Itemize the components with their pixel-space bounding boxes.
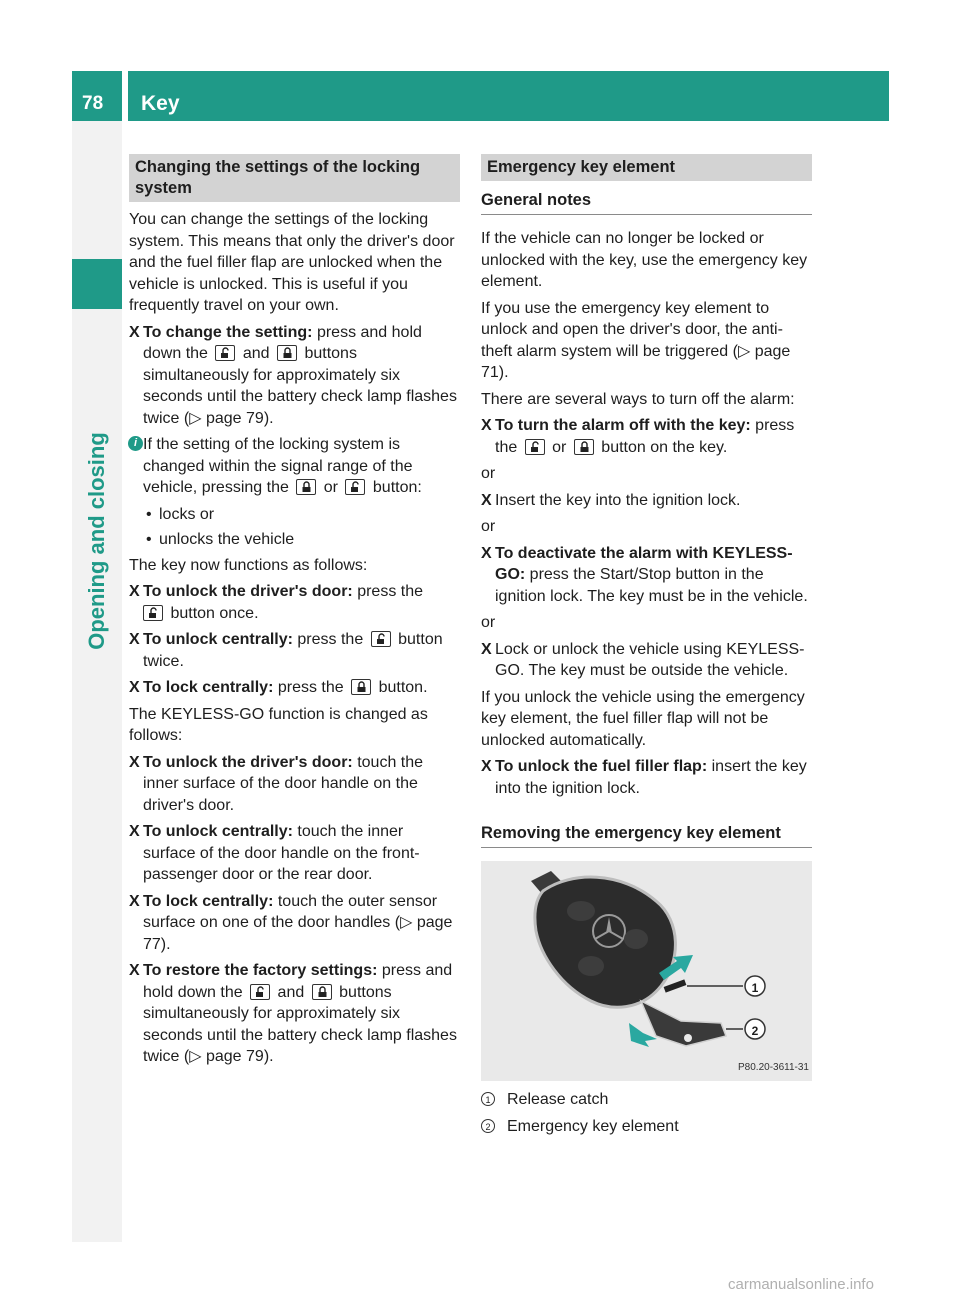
step-arrow-icon: X [481, 544, 492, 562]
step-arrow-icon: X [481, 758, 492, 775]
step-unlock-driver-door [129, 581, 460, 624]
step-label: To unlock the driver's door: [143, 753, 353, 771]
header-bar [72, 71, 889, 121]
lock-button-icon [312, 984, 332, 1000]
step-text: and [277, 983, 305, 1001]
step-lock-centrally [129, 677, 460, 699]
lock-button-icon [574, 439, 594, 455]
step-text: press the [495, 417, 795, 456]
right-column [481, 154, 812, 1142]
key-fob-drawing [481, 861, 812, 1081]
step-label: To turn the alarm off with the key: [495, 417, 751, 434]
step-text: button on the key. [601, 438, 728, 456]
step-unlock-fuel-flap [481, 756, 812, 799]
legend-item [481, 1116, 812, 1138]
step-text: buttons simultaneously for approximately six seconds until the battery check lamp flashes twice [143, 983, 457, 1065]
step-label: To unlock centrally: [143, 631, 293, 648]
step-arrow-icon: X [481, 491, 492, 509]
page-number: 78 [82, 93, 104, 114]
page-title: Key [141, 92, 180, 115]
step-alarm-off-key [481, 415, 812, 458]
step-arrow-icon: X [129, 823, 140, 840]
or-text: or [481, 465, 496, 482]
unlock-button-icon [371, 631, 391, 647]
step-keyless-unlock-driver-door [129, 752, 460, 817]
info-note [129, 434, 460, 499]
step-arrow-icon: X [129, 631, 140, 648]
page-reference: (▷ page 79). [183, 409, 274, 427]
legend-text: Emergency key element [507, 1117, 679, 1135]
paragraph: If the vehicle can no longer be locked or unlocked with the key, use the emergency key element. [481, 230, 808, 290]
section-heading-emergency: Emergency key element [481, 154, 812, 181]
step-text: press the [357, 583, 424, 600]
step-deactivate-keyless [481, 543, 812, 608]
or-text: or [481, 518, 496, 535]
bullet-icon: • [146, 505, 152, 523]
lock-button-icon [296, 479, 316, 495]
or-text: or [481, 614, 496, 631]
list-item [129, 504, 460, 526]
unlock-button-icon [345, 479, 365, 495]
info-icon: i [128, 436, 143, 451]
step-arrow-icon: X [129, 583, 140, 600]
subheading-general-notes: General notes [481, 188, 812, 215]
step-text: press and hold down the [143, 962, 453, 1001]
step-restore-factory [129, 960, 460, 1068]
lock-button-icon [351, 679, 371, 695]
step-text: press the [277, 679, 344, 696]
callout-1: 1 [751, 981, 759, 995]
bullet-text: unlocks the vehicle [159, 531, 295, 548]
chapter-title: Opening and closing [84, 432, 109, 650]
step-text: touch the inner surface of the door handle on the driver's door. [143, 753, 424, 814]
step-label: To lock centrally: [143, 679, 274, 696]
legend-number: 1 [481, 1092, 495, 1106]
key-functions-text: The key now functions as follows: [129, 556, 368, 574]
unlock-button-icon [143, 605, 163, 621]
step-text: touch the inner surface of the door handle on the front-passenger door or the rear door. [143, 823, 420, 883]
step-text: button once. [170, 604, 259, 622]
step-unlock-centrally [129, 629, 460, 672]
step-text: buttons simultaneously for approximately six seconds until the battery check lamp flashes twice [143, 345, 457, 427]
step-label: To unlock the fuel filler flap: [495, 758, 708, 775]
step-label: To change the setting: [143, 323, 313, 341]
header-divider [122, 71, 128, 121]
watermark: carmanualsonline.info [728, 1276, 874, 1293]
step-label: To unlock centrally: [143, 823, 293, 840]
paragraph: There are several ways to turn off the alarm: [481, 390, 795, 408]
step-label: To lock centrally: [143, 892, 274, 910]
legend-item [481, 1089, 812, 1111]
step-lock-unlock-keyless [481, 639, 812, 682]
bullet-icon: • [146, 531, 152, 548]
intro-paragraph: You can change the settings of the locking system. This means that only the driver's door and the fuel filler flap are unlocked when the vehicle is unlocked. This is useful if you frequently travel on your own. [129, 211, 455, 314]
step-arrow-icon: X [129, 753, 140, 771]
step-arrow-icon: X [129, 679, 140, 696]
step-change-setting [129, 322, 460, 430]
step-insert-key [481, 490, 812, 512]
paragraph [481, 298, 812, 384]
step-text: insert the key into the ignition lock. [495, 758, 807, 797]
step-keyless-unlock-centrally [129, 821, 460, 886]
page-reference: (▷ page 77). [143, 914, 453, 953]
step-text: button. [378, 679, 428, 696]
step-text: press the [297, 631, 364, 648]
legend-text: Release catch [507, 1091, 609, 1108]
subheading-removing-key: Removing the emergency key element [481, 821, 812, 848]
section-heading-locking: Changing the settings of the locking system [129, 154, 460, 202]
step-label: To restore the factory settings: [143, 962, 378, 979]
step-text: Lock or unlock the vehicle using KEYLESS-GO. The key must be outside the vehicle. [495, 640, 805, 679]
step-arrow-icon: X [129, 892, 140, 910]
paragraph: If you unlock the vehicle using the emergency key element, the fuel filler flap will not be unlocked automatically. [481, 688, 805, 749]
step-text: button twice. [143, 631, 443, 670]
unlock-button-icon [525, 439, 545, 455]
callout-2: 2 [751, 1024, 759, 1038]
unlock-button-icon [250, 984, 270, 1000]
key-illustration [481, 861, 812, 1081]
list-item [129, 529, 460, 551]
step-label: To unlock the driver's door: [143, 583, 353, 600]
bullet-text: locks or [159, 505, 215, 523]
step-text: or [552, 438, 567, 456]
info-text: If the setting of the locking system is changed within the signal range of the vehicle, pressing the [143, 436, 413, 496]
step-label: To deactivate the alarm with KEYLESS-GO: [495, 544, 793, 583]
figure-code: P80.20-3611-31 [738, 1061, 809, 1073]
keyless-intro-text: The KEYLESS-GO function is changed as follows: [129, 705, 428, 744]
unlock-button-icon [215, 345, 235, 361]
step-arrow-icon: X [481, 417, 492, 434]
step-text: press and hold down the [143, 323, 422, 362]
step-arrow-icon: X [481, 640, 492, 658]
info-text: or [323, 479, 338, 496]
left-column [129, 154, 460, 1073]
step-text: and [242, 345, 270, 362]
paragraph-text: If you use the emergency key element to unlock and open the driver's door, the anti-theft alarm system will be triggered [481, 299, 783, 360]
info-text: button: [372, 479, 422, 496]
lock-button-icon [277, 345, 297, 361]
step-arrow-icon: X [129, 323, 140, 341]
legend-number: 2 [481, 1119, 495, 1133]
page-reference: (▷ page 79). [183, 1048, 274, 1065]
chapter-tab [72, 259, 122, 309]
step-text: touch the outer sensor surface on one of the door handles [143, 892, 438, 931]
page-reference: (▷ page 71). [481, 342, 791, 381]
step-arrow-icon: X [129, 962, 140, 979]
step-keyless-lock-centrally [129, 891, 460, 956]
step-text: Insert the key into the ignition lock. [495, 491, 741, 509]
step-text: press the Start/Stop button in the ignition lock. The key must be in the vehicle. [495, 566, 808, 605]
